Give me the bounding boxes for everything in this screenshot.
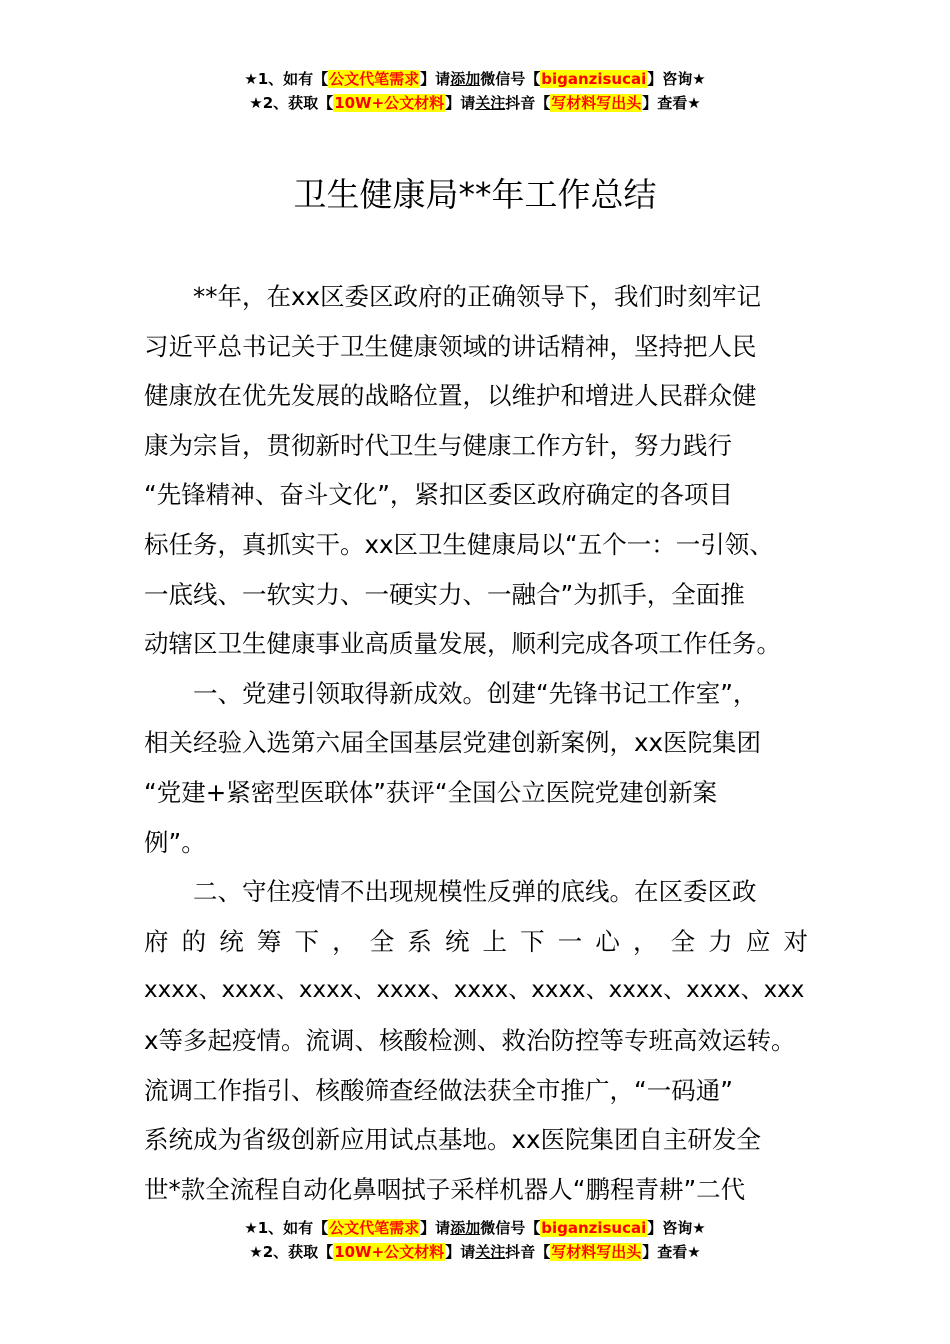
- banner-text: 微信号【: [480, 1219, 541, 1237]
- banner-underline: 添加: [450, 1219, 481, 1237]
- banner-underline: 关注: [475, 1243, 506, 1261]
- body-line: x等多起疫情。流调、核酸检测、救治防控等专班高效运转。: [144, 1025, 796, 1055]
- banner-text: 】请: [445, 94, 476, 112]
- body-line: 世*款全流程自动化鼻咽拭子采样机器人“鹏程青耕”二代: [144, 1174, 746, 1204]
- banner-text: ★2、获取【: [249, 94, 334, 112]
- body-line: 相关经验入选第六届全国基层党建创新案例，xx医院集团: [144, 728, 761, 758]
- body-line: 府的统筹下，全系统上下一心，全力应对: [144, 926, 808, 956]
- banner-text: 抖音【: [505, 94, 551, 112]
- banner-text: 】查看★: [642, 1243, 701, 1261]
- document-title: 卫生健康局**年工作总结: [293, 175, 657, 214]
- header-banner: [0, 67, 950, 115]
- document-body: [144, 272, 808, 1214]
- banner-text: 】请: [445, 1243, 476, 1261]
- banner-text: ★1、如有【: [244, 70, 329, 88]
- banner-text: ★1、如有【: [244, 1219, 329, 1237]
- footer-banner: [0, 1216, 950, 1264]
- banner-line-2: [0, 91, 950, 115]
- banner-highlight: 公文代笔需求: [329, 70, 420, 88]
- banner-text: 抖音【: [505, 1243, 551, 1261]
- body-line: xxxx、xxxx、xxxx、xxxx、xxxx、xxxx、xxxx、xxxx、xxx: [144, 977, 805, 1004]
- body-line: 习近平总书记关于卫生健康领域的讲话精神，坚持把人民: [144, 331, 757, 361]
- banner-highlight: 写材料写出头: [551, 94, 642, 112]
- banner-text: ★2、获取【: [249, 1243, 334, 1261]
- banner-line-1: [0, 67, 950, 91]
- banner-highlight: 写材料写出头: [551, 1243, 642, 1261]
- banner-highlight: 公文代笔需求: [329, 1219, 420, 1237]
- body-line: “党建+紧密型医联体”获评“全国公立医院党建创新案: [144, 777, 718, 807]
- body-line: 健康放在优先发展的战略位置，以维护和增进人民群众健: [144, 381, 757, 411]
- banner-line-1: [0, 1216, 950, 1240]
- body-line: 二、守住疫情不出现规模性反弹的底线。在区委区政: [193, 877, 757, 907]
- banner-highlight: biganzisucai: [541, 70, 647, 88]
- banner-highlight: 10W+公文材料: [334, 94, 445, 112]
- body-line: **年，在xx区委区政府的正确领导下，我们时刻牢记: [193, 282, 761, 311]
- banner-text: 】咨询★: [647, 1219, 706, 1237]
- body-line: “先锋精神、奋斗文化”，紧扣区委区政府确定的各项目: [144, 480, 733, 510]
- banner-text: 】查看★: [642, 94, 701, 112]
- body-line: 康为宗旨，贯彻新时代卫生与健康工作方针，努力践行: [144, 430, 732, 460]
- banner-text: 】请: [420, 70, 451, 88]
- banner-text: 】请: [420, 1219, 451, 1237]
- body-line: 一、党建引领取得新成效。创建“先锋书记工作室”，: [193, 678, 758, 708]
- banner-text: 微信号【: [480, 70, 541, 88]
- body-line: 例”。: [144, 827, 206, 857]
- body-line: 动辖区卫生健康事业高质量发展，顺利完成各项工作任务。: [144, 629, 781, 659]
- body-line: 标任务，真抓实干。xx区卫生健康局以“五个一：一引领、: [144, 529, 774, 559]
- body-line: 系统成为省级创新应用试点基地。xx医院集团自主研发全: [144, 1125, 761, 1155]
- banner-highlight: biganzisucai: [541, 1219, 647, 1237]
- body-line: 流调工作指引、核酸筛查经做法获全市推广，“一码通”: [144, 1075, 733, 1105]
- body-line: 一底线、一软实力、一硬实力、一融合”为抓手，全面推: [144, 579, 745, 609]
- banner-text: 】咨询★: [647, 70, 706, 88]
- banner-highlight: 10W+公文材料: [334, 1243, 445, 1261]
- banner-line-2: [0, 1240, 950, 1264]
- banner-underline: 关注: [475, 94, 506, 112]
- banner-underline: 添加: [450, 70, 481, 88]
